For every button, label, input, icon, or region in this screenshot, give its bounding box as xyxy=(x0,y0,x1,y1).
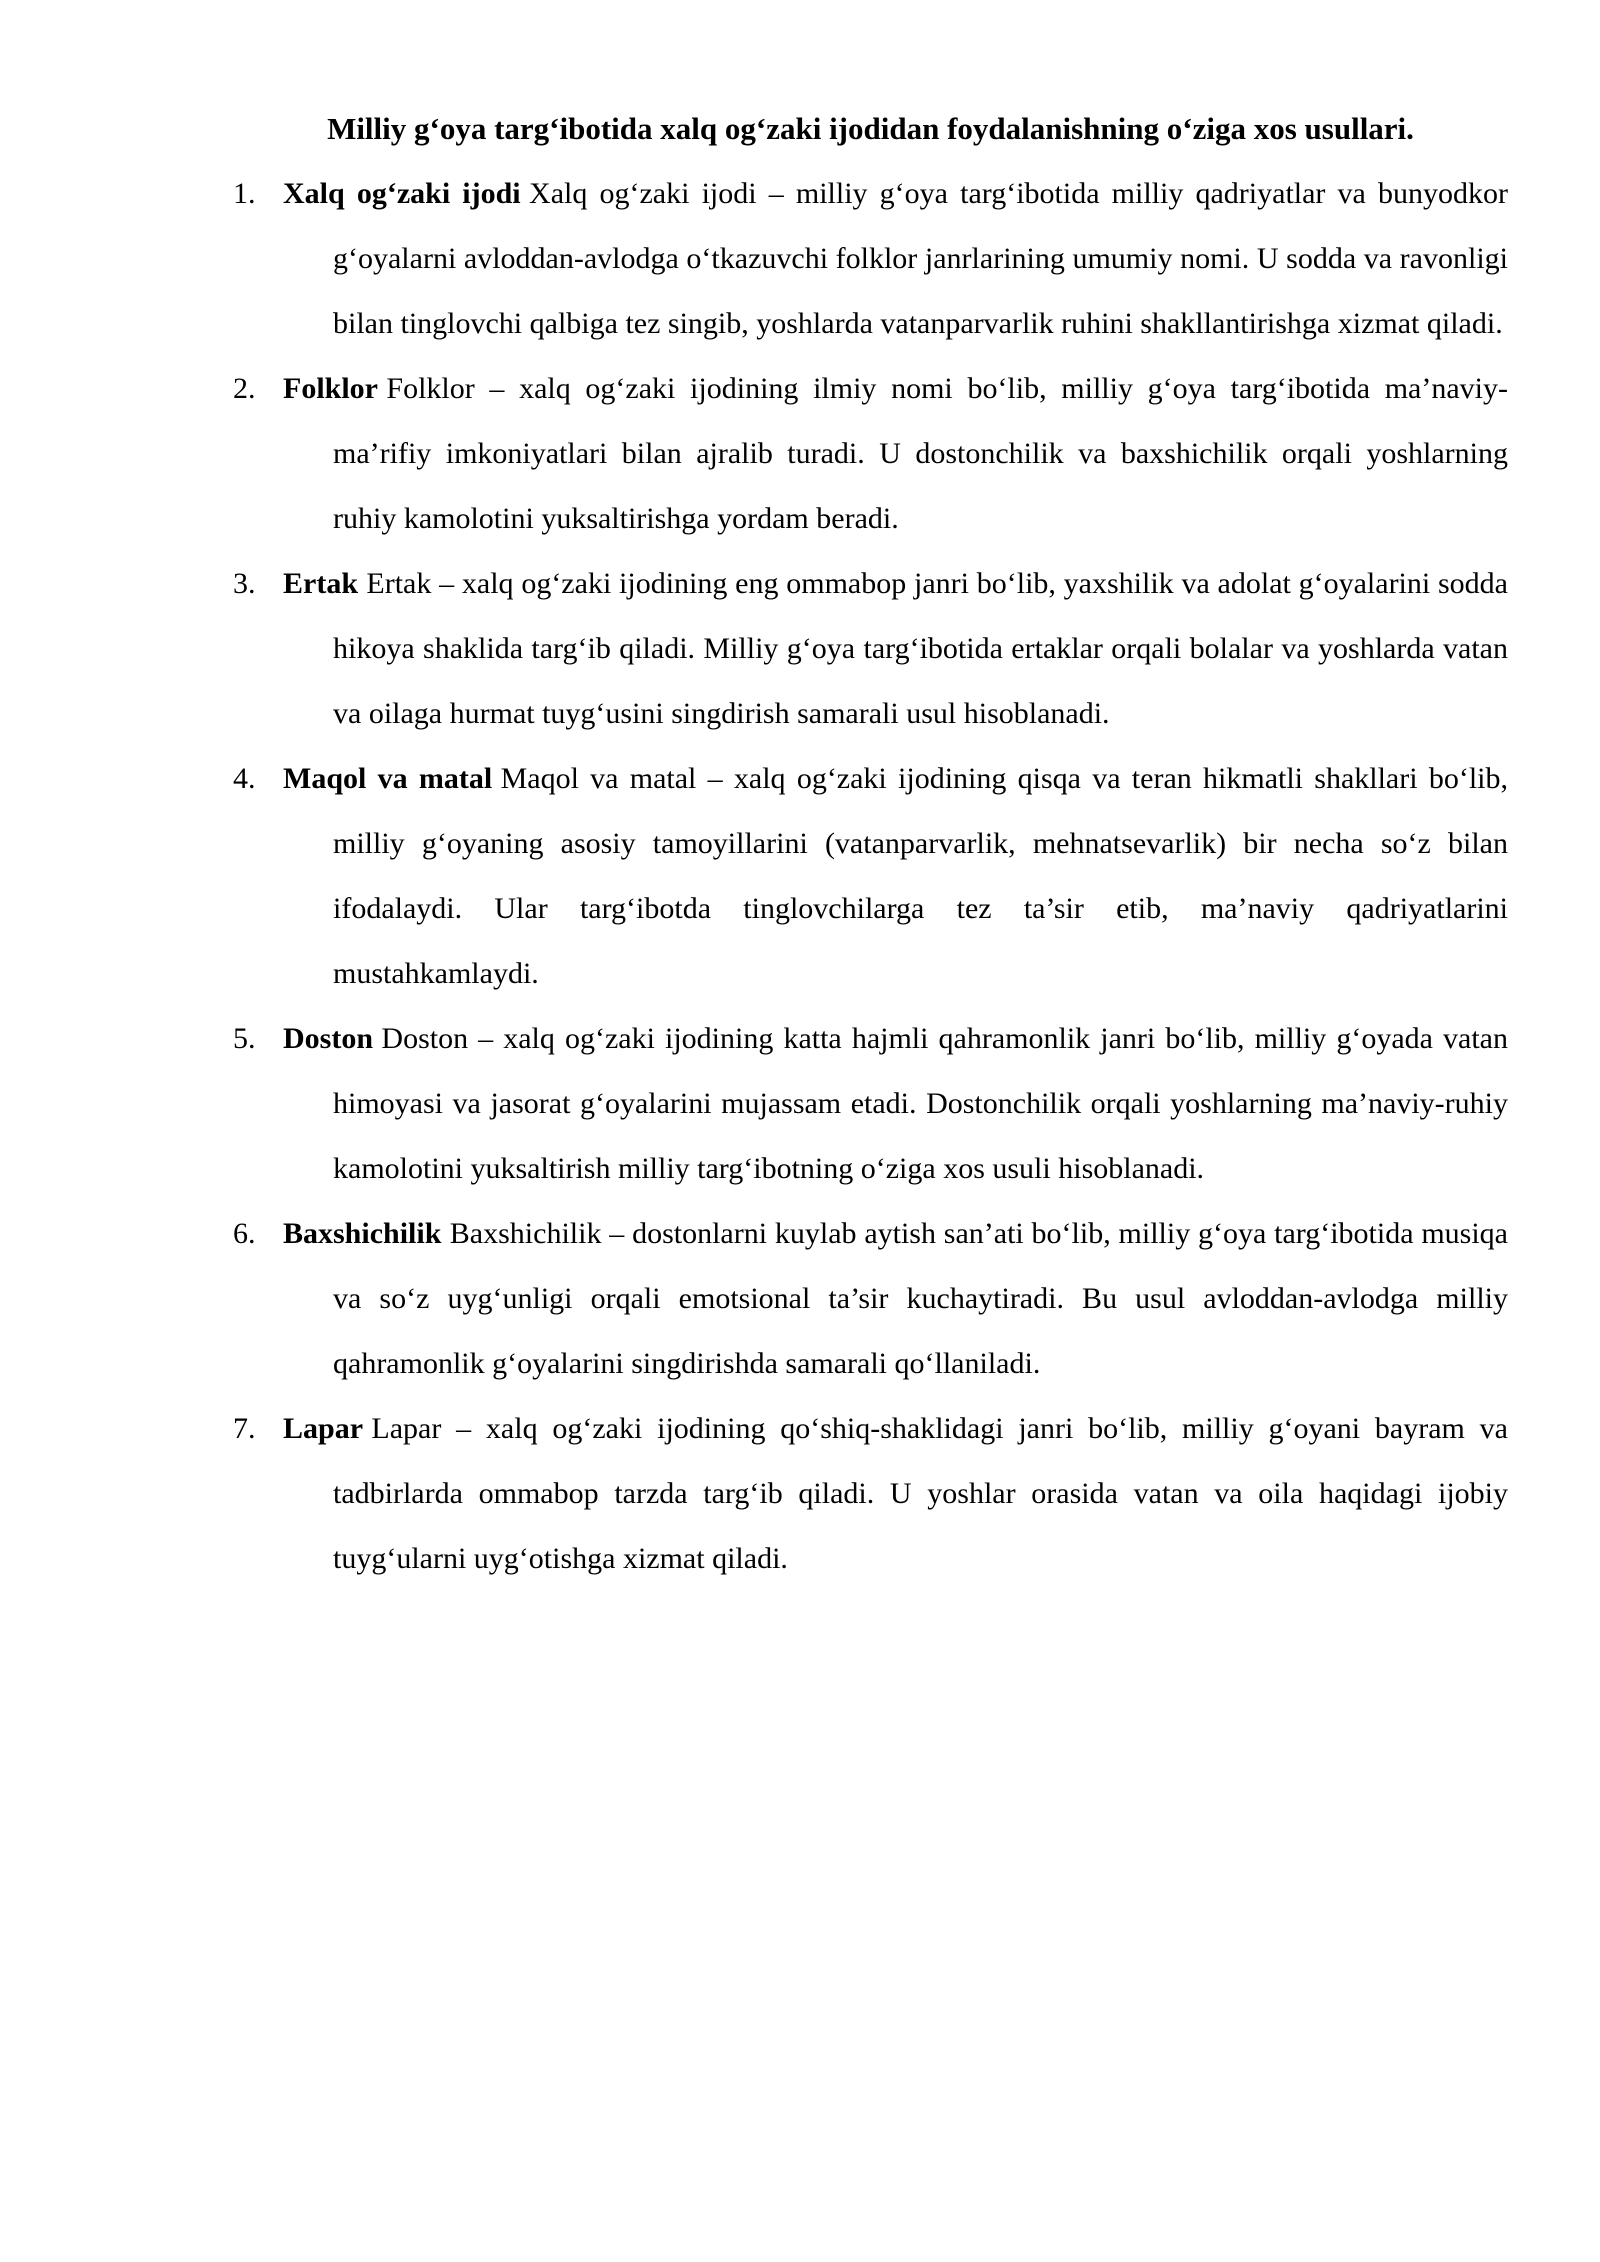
list-item-term: Ertak xyxy=(283,567,358,600)
list-item-text: Ertak – xalq og‘zaki ijodining eng ommabop janri bo‘lib, yaxshilik va adolat g‘oyalarini sodda hikoya shaklida targ‘ib qiladi. Milliy g‘oya targ‘ibotida ertaklar orqali bolalar va yoshlarda vatan va oilaga hurmat tuyg‘usini singdirish samarali usul hisoblanadi. xyxy=(333,567,1508,730)
list-item xyxy=(233,1396,1508,1591)
list-item xyxy=(233,161,1508,356)
list-item-term: Doston xyxy=(283,1022,374,1055)
list-item xyxy=(233,551,1508,746)
list-item-number: 2. xyxy=(233,372,256,405)
list-item-term: Lapar xyxy=(283,1412,364,1445)
list-item-text: Lapar – xalq og‘zaki ijodining qo‘shiq-shaklidagi janri bo‘lib, milliy g‘oyani bayram va tadbirlarda ommabop tarzda targ‘ib qiladi. U yoshlar orasida vatan va oila haqidagi ijobiy tuyg‘ularni uyg‘otishga xizmat qiladi. xyxy=(333,1412,1508,1575)
list-item-term: Baxshichilik xyxy=(283,1217,442,1250)
list-item-text: Baxshichilik – dostonlarni kuylab aytish san’ati bo‘lib, milliy g‘oya targ‘ibotida musiqa va so‘z uyg‘unligi orqali emotsional ta’sir kuchaytiradi. Bu usul avloddan-avlodga milliy qahramonlik g‘oyalarini singdirishda samarali qo‘llaniladi. xyxy=(333,1217,1508,1380)
list-item xyxy=(233,356,1508,551)
list-item xyxy=(233,1006,1508,1201)
numbered-list xyxy=(233,161,1508,1591)
list-item-text: Folklor – xalq og‘zaki ijodining ilmiy nomi bo‘lib, milliy g‘oya targ‘ibotida ma’naviy-ma’rifiy imkoniyatlari bilan ajralib turadi. U dostonchilik va baxshichilik orqali yoshlarning ruhiy kamolotini yuksaltirishga yordam beradi. xyxy=(333,372,1508,535)
list-item-number: 6. xyxy=(233,1217,256,1250)
list-item-number: 7. xyxy=(233,1412,256,1445)
list-item-text: Maqol va matal – xalq og‘zaki ijodining qisqa va teran hikmatli shakllari bo‘lib, milliy g‘oyaning asosiy tamoyillarini (vatanparvarlik, mehnatsevarlik) bir necha so‘z bilan ifodalaydi. Ular targ‘ibotda tinglovchilarga tez ta’sir etib, ma’naviy qadriyatlarini mustahkamlaydi. xyxy=(333,762,1508,990)
list-item-term: Xalq og‘zaki ijodi xyxy=(283,177,521,210)
list-item-term: Maqol va matal xyxy=(283,762,493,795)
page-title: Milliy g‘oya targ‘ibotida xalq og‘zaki ijodidan foydalanishning o‘ziga xos usullari. xyxy=(327,111,1414,146)
list-item-term: Folklor xyxy=(283,372,378,405)
list-item xyxy=(233,746,1508,1006)
list-item-number: 4. xyxy=(233,762,256,795)
list-item-text: Doston – xalq og‘zaki ijodining katta hajmli qahramonlik janri bo‘lib, milliy g‘oyada vatan himoyasi va jasorat g‘oyalarini mujassam etadi. Dostonchilik orqali yoshlarning ma’naviy-ruhiy kamolotini yuksaltirish milliy targ‘ibotning o‘ziga xos usuli hisoblanadi. xyxy=(333,1022,1508,1185)
list-item-number: 3. xyxy=(233,567,256,600)
list-item-number: 5. xyxy=(233,1022,256,1055)
list-item-text: Xalq og‘zaki ijodi – milliy g‘oya targ‘ibotida milliy qadriyatlar va bunyodkor g‘oyalarni avloddan-avlodga o‘tkazuvchi folklor janrlarining umumiy nomi. U sodda va ravonligi bilan tinglovchi qalbiga tez singib, yoshlarda vatanparvarlik ruhini shakllantirishga xizmat qiladi. xyxy=(333,177,1509,340)
list-item xyxy=(233,1201,1508,1396)
list-item-number: 1. xyxy=(233,177,256,210)
